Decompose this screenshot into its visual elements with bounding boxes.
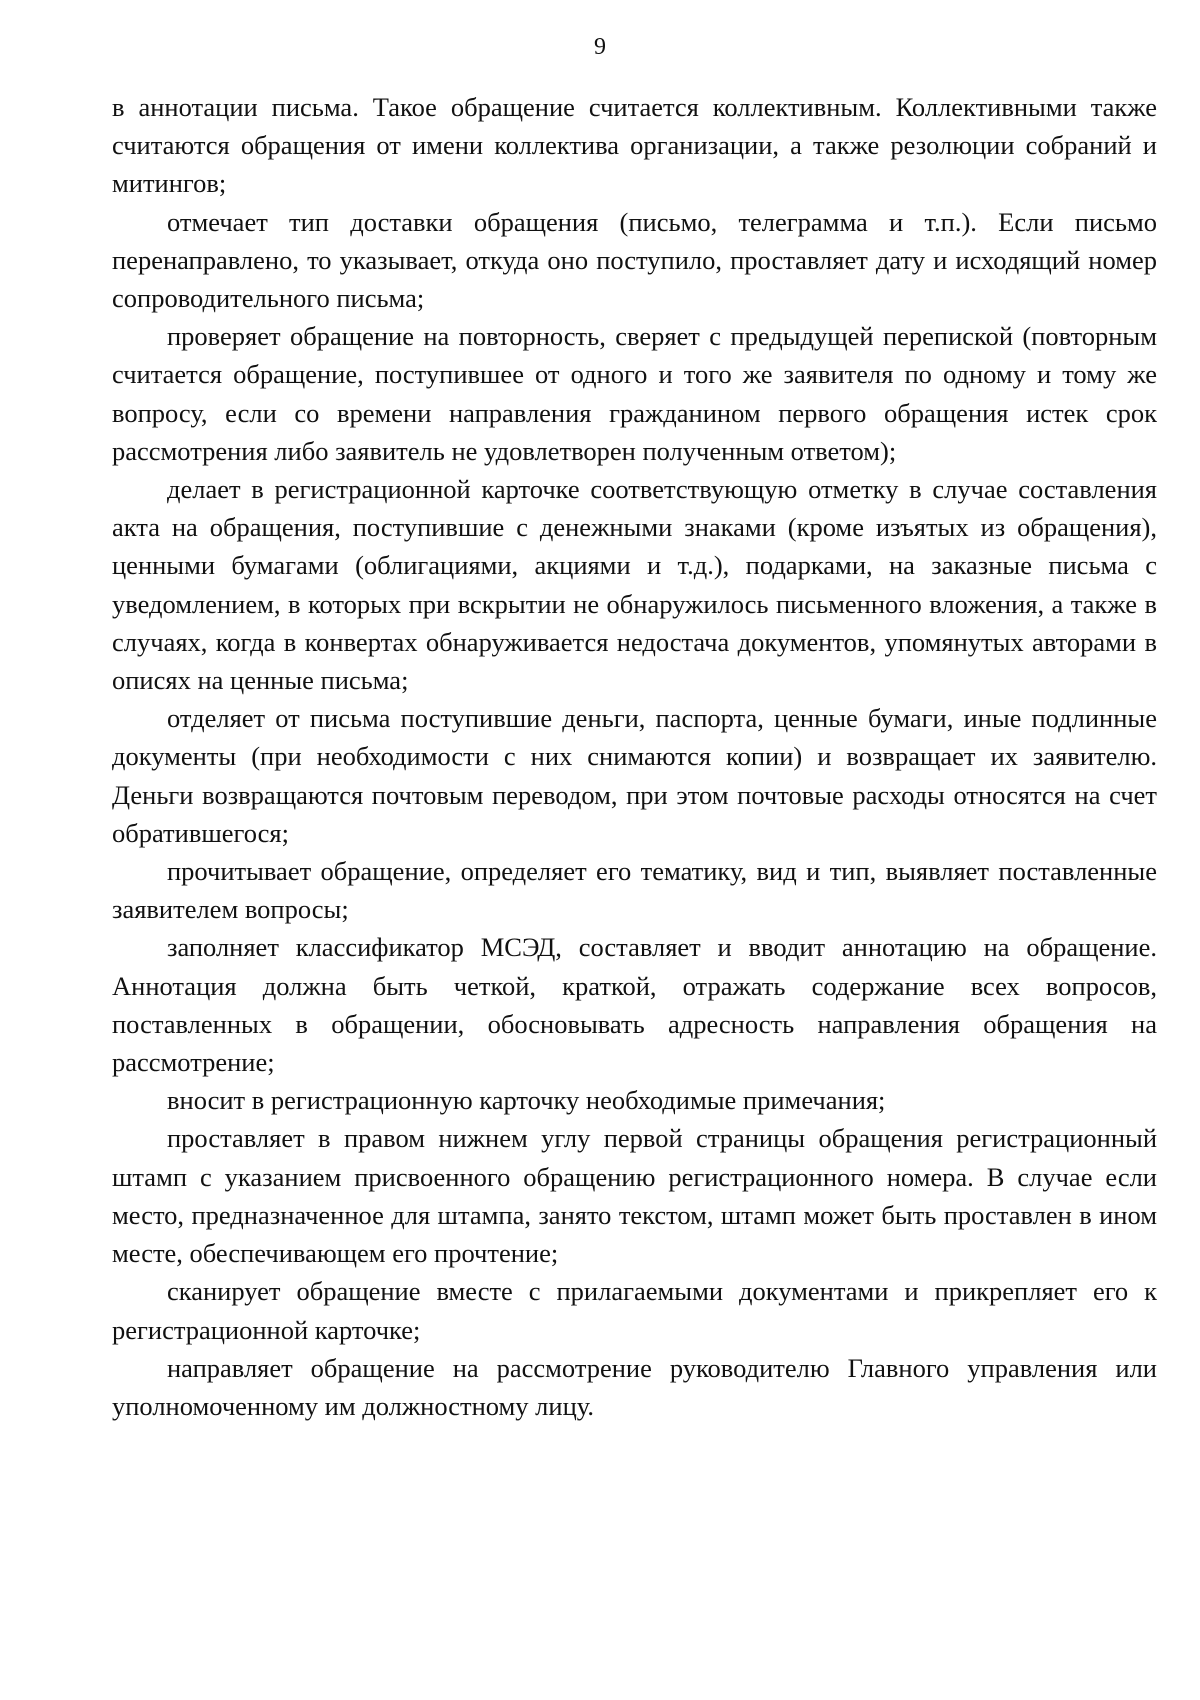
paragraph-forward: направляет обращение на рассмотрение руководителю Главного управления или уполномоченному им должностному лицу. xyxy=(112,1352,1157,1421)
paragraph-stamp: проставляет в правом нижнем углу первой страницы обращения регистрационный штамп с указанием присвоенного обращению регистрационного номера. В случае если место, предназначенное для штампа, занято текстом, штамп может быть проставлен в ином месте, обеспечивающем его прочтение; xyxy=(112,1123,1157,1269)
paragraph-repeat-check: проверяет обращение на повторность, сверяет с предыдущей перепиской (повторным считается обращение, поступившее от одного и того же заявителя по одному и тому же вопросу, если со времени направления гражданином первого обращения истек срок рассмотрения либо заявитель не удовлетворен полученным ответом); xyxy=(112,321,1157,466)
paragraph-delivery-type: отмечает тип доставки обращения (письмо, телеграмма и т.п.). Если письмо перенаправлено, то указывает, откуда оно поступило, проставляет дату и исходящий номер сопроводительного письма; xyxy=(112,206,1157,314)
paragraph-read-appeal: прочитывает обращение, определяет его тематику, вид и тип, выявляет поставленные заявителем вопросы; xyxy=(112,856,1157,925)
paragraph-notes: вносит в регистрационную карточку необходимые примечания; xyxy=(167,1085,886,1116)
paragraph-registration-mark: делает в регистрационной карточке соответствующую отметку в случае составления акта на обращения, поступившие с денежными знаками (кроме изъятых из обращения), ценными бумагами (облигациями, акциями и т.д.), подарками, на заказные письма с уведомлением, в которых при вскрытии не обнаружилось письменного вложения, а также в случаях, когда в конвертах обнаруживается недостача документов, упомянутых авторами в описях на ценные письма; xyxy=(112,474,1157,696)
page-number: 9 xyxy=(594,34,606,60)
paragraph-collective-appeals: в аннотации письма. Такое обращение считается коллективным. Коллективными также считаются обращения от имени коллектива организации, а также резолюции собраний и митингов; xyxy=(112,92,1157,199)
paragraph-scan: сканирует обращение вместе с прилагаемыми документами и прикрепляет его к регистрационной карточке; xyxy=(112,1276,1157,1345)
paragraph-separate-documents: отделяет от письма поступившие деньги, паспорта, ценные бумаги, иные подлинные документы (при необходимости с них снимаются копии) и возвращает их заявителю. Деньги возвращаются почтовым переводом, при этом почтовые расходы относятся на счет обратившегося; xyxy=(112,703,1157,848)
document-body xyxy=(112,88,1157,1425)
paragraph-classifier: заполняет классификатор МСЭД, составляет и вводит аннотацию на обращение. Аннотация должна быть четкой, краткой, отражать содержание всех вопросов, поставленных в обращении, обосновывать адресность направления обращения на рассмотрение; xyxy=(112,932,1157,1078)
